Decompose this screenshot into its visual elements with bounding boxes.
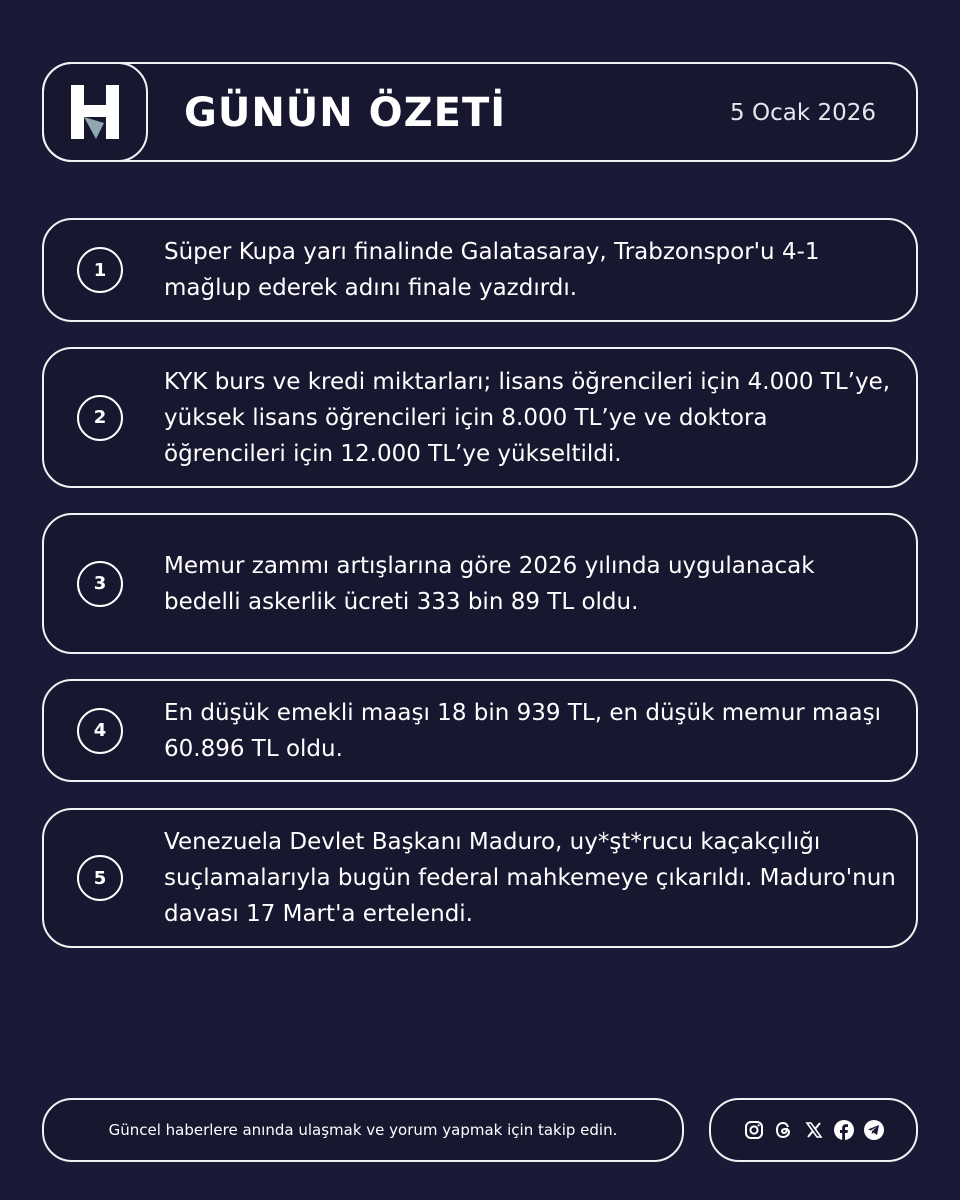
facebook-icon[interactable]: [832, 1118, 856, 1142]
news-item: [42, 679, 918, 782]
footer-cta: [42, 1098, 684, 1162]
news-item: [42, 513, 918, 654]
item-text: Venezuela Devlet Başkanı Maduro, uy*şt*rucu kaçakçılığı suçlamalarıyla bugün federal mahkemeye çıkarıldı. Maduro'nun davası 17 Mart'a ertelendi.: [164, 829, 896, 927]
item-number: 2: [77, 395, 123, 441]
item-text: Memur zammı artışlarına göre 2026 yılında uygulanacak bedelli askerlik ücreti 333 bin 89 TL oldu.: [164, 552, 815, 615]
footer-text: Güncel haberlere anında ulaşmak ve yorum yapmak için takip edin.: [108, 1121, 618, 1139]
social-links: [709, 1098, 918, 1162]
header: [42, 62, 918, 162]
telegram-icon[interactable]: [862, 1118, 886, 1142]
item-number: 1: [77, 247, 123, 293]
item-text: En düşük emekli maaşı 18 bin 939 TL, en düşük memur maaşı 60.896 TL oldu.: [164, 699, 882, 762]
page-title: GÜNÜN ÖZETİ: [184, 90, 507, 136]
logo: [42, 62, 148, 162]
item-text: KYK burs ve kredi miktarları; lisans öğrencileri için 4.000 TL’ye, yüksek lisans öğrencileri için 8.000 TL’ye ve doktora öğrencileri için 12.000 TL’ye yükseltildi.: [164, 368, 891, 467]
date: 5 Ocak 2026: [730, 100, 876, 126]
logo-h-icon: [71, 85, 119, 139]
news-item: [42, 808, 918, 948]
item-number: 5: [77, 855, 123, 901]
instagram-icon[interactable]: [742, 1118, 766, 1142]
news-item: [42, 347, 918, 488]
x-icon[interactable]: [802, 1118, 826, 1142]
threads-icon[interactable]: [772, 1118, 796, 1142]
item-number: 3: [77, 561, 123, 607]
news-item: [42, 218, 918, 322]
item-text: Süper Kupa yarı finalinde Galatasaray, Trabzonspor'u 4-1 mağlup ederek adını finale yazdırdı.: [164, 239, 820, 301]
item-number: 4: [77, 708, 123, 754]
